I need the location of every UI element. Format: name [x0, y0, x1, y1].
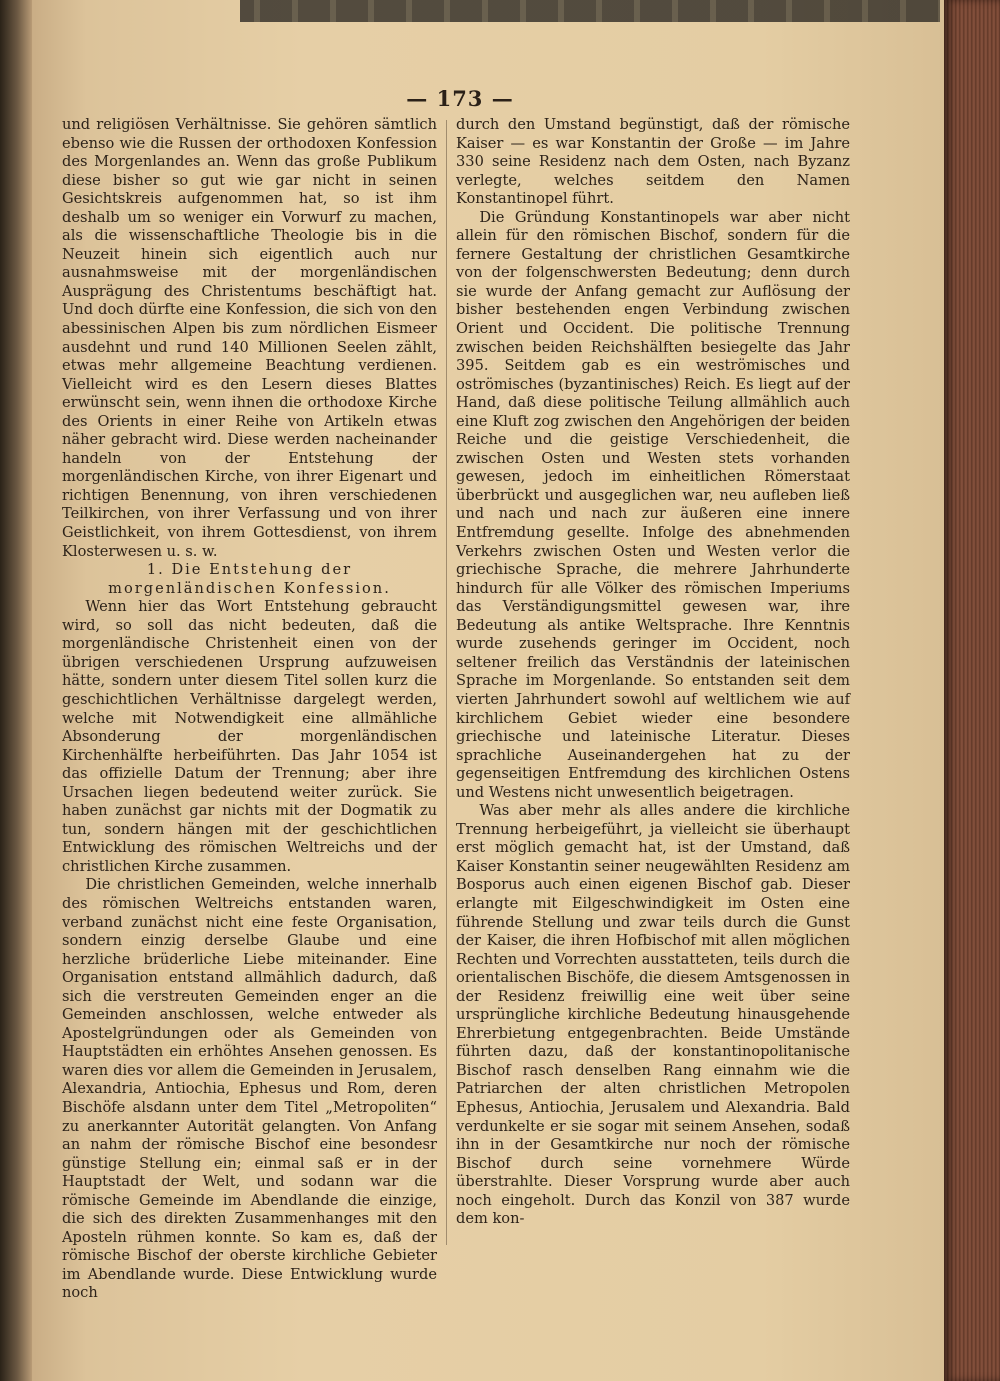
right-text-column	[456, 116, 850, 1229]
column-divider	[446, 120, 447, 1245]
book-fore-edge	[944, 0, 1000, 1381]
left-text-column	[62, 116, 437, 1303]
right-paragraph-2: Die Gründung Konstantinopels war aber nicht allein für den römischen Bischof, sondern für die fernere Gestaltung der christlichen Gesamtkirche von der folgenschwersten Bedeutung; denn durch sie wurde der Anfang gemacht zur Auflösung der bisher bestehenden engen Verbindung zwischen Orient und Occident. Die politische Trennung zwischen beiden Reichshälften besiegelte das Jahr 395. Seitdem gab es ein weströmisches und oströmisches (byzantinisches) Reich. Es liegt auf der Hand, daß diese politische Teilung allmählich auch eine Kluft zog zwischen den Angehörigen der beiden Reiche und die geistige Verschiedenheit, die zwischen Osten und Westen stets vorhanden gewesen, jedoch im einheitlichen Römerstaat überbrückt und ausgeglichen war, neu aufleben ließ und nach und nach zur äußeren eine innere Entfremdung gesellte. Infolge des abnehmenden Verkehrs zwischen Osten und Westen verlor die griechische Sprache, die mehrere Jahrhunderte hindurch für alle Völker des römischen Imperiums das Verständigungsmittel gewesen war, ihre Bedeutung als antike Weltsprache. Ihre Kenntnis wurde zusehends geringer im Occident, noch seltener freilich das Verständnis der lateinischen Sprache im Morgenlande. So entstanden seit dem vierten Jahrhundert sowohl auf weltlichem wie auf kirchlichem Gebiet wieder eine besondere griechische und lateinische Literatur. Dieses sprachliche Auseinandergehen hat zu der gegenseitigen Entfremdung des kirchlichen Ostens und Westens nicht unwesentlich beigetragen.	[456, 208, 850, 801]
left-paragraph-2: Wenn hier das Wort Entstehung gebraucht wird, so soll das nicht bedeuten, daß die morgenländische Christenheit einen von der übrigen verschiedenen Ursprung aufzuweisen hätte, sondern unter diesem Titel sollen kurz die geschichtlichen Verhältnisse dargelegt werden, welche mit Notwendigkeit eine allmähliche Absonderung der morgenländischen Kirchenhälfte herbeiführten. Das Jahr 1054 ist das offizielle Datum der Trennung; aber ihre Ursachen liegen bedeutend weiter zurück. Sie haben zunächst gar nichts mit der Dogmatik zu tun, sondern hängen mit der geschichtlichen Entwicklung des römischen Weltreichs und der christlichen Kirche zusammen.	[62, 598, 437, 875]
right-paragraph-3: Was aber mehr als alles andere die kirchliche Trennung herbeigeführt, ja vielleicht sie überhaupt erst möglich gemacht hat, ist der Umstand, daß Kaiser Konstantin seiner neugewählten Residenz am Bosporus auch einen eigenen Bischof gab. Dieser erlangte mit Eilgeschwindigkeit im Osten eine führende Stellung und zwar teils durch die Gunst der Kaiser, die ihren Hofbischof mit allen möglichen Rechten und Vorrechten ausstatteten, teils durch die orientalischen Bischöfe, die diesem Amtsgenossen in der Residenz freiwillig eine weit über seine ursprüngliche kirchliche Bedeutung hinausgehende Ehrerbietung entgegenbrachten. Beide Umstände führten dazu, daß der konstantinopolitanische Bischof rasch denselben Rang einnahm wie die Patriarchen der alten christlichen Metropolen Ephesus, Antiochia, Jerusalem und Alexandria. Bald verdunkelte er sie sogar mit seinem Ansehen, sodaß ihn in der Gesamtkirche nur noch der römische Bischof durch seine vornehmere Würde überstrahlte. Dieser Vorsprung wurde aber auch noch eingeholt. Durch das Konzil von 387 wurde dem kon-	[456, 802, 850, 1228]
section-heading: 1. Die Entstehung der morgenländischen Konfession.	[108, 561, 391, 597]
left-paragraph-3: Die christlichen Gemeinden, welche innerhalb des römischen Weltreichs entstanden waren, verband zunächst nicht eine feste Organisation, sondern einzig derselbe Glaube und eine herzliche brüderliche Liebe miteinander. Eine Organisation entstand allmählich dadurch, daß sich die verstreuten Gemeinden enger an die Gemeinden anschlossen, welche entweder als Apostelgründungen oder als Gemeinden von Hauptstädten ein erhöhtes Ansehen genossen. Es waren dies vor allem die Gemeinden in Jerusalem, Alexandria, Antiochia, Ephesus und Rom, deren Bischöfe alsdann unter dem Titel „Metropoliten“ zu anerkannter Autorität gelangten. Von Anfang an nahm der römische Bischof eine besondesr günstige Stellung ein; einmal saß er in der Hauptstadt der Welt, und sodann war die römische Gemeinde im Abendlande die einzige, die sich des direkten Zusammenhanges mit den Aposteln rühmen konnte. So kam es, daß der römische Bischof der oberste kirchliche Gebieter im Abendlande wurde. Diese Entwicklung wurde noch	[62, 876, 437, 1302]
scan-top-edge	[240, 0, 940, 22]
left-paragraph-1: und religiösen Verhältnisse. Sie gehören sämtlich ebenso wie die Russen der orthodoxen Konfession des Morgenlandes an. Wenn das große Publikum diese bisher so gut wie gar nicht in seinen Gesichtskreis aufgenommen hat, so ist ihm deshalb um so weniger ein Vorwurf zu machen, als die wissenschaftliche Theologie bis in die Neuzeit hinein sich eigentlich auch nur ausnahmsweise mit der morgenländischen Ausprägung des Christentums beschäftigt hat. Und doch dürfte eine Konfession, die sich von den abessinischen Alpen bis zum nördlichen Eismeer ausdehnt und rund 140 Millionen Seelen zählt, etwas mehr allgemeine Beachtung verdienen. Vielleicht wird es den Lesern dieses Blattes erwünscht sein, wenn ihnen die orthodoxe Kirche des Orients in einer Reihe von Artikeln etwas näher gebracht wird. Diese werden nacheinander handeln von der Entstehung der morgenländischen Kirche, von ihrer Eigenart und richtigen Benennung, von ihren verschiedenen Teilkirchen, von ihrer Verfassung und von ihrer Geistlichkeit, von ihrem Gottesdienst, von ihrem Klosterwesen u. s. w.	[62, 116, 437, 560]
right-paragraph-1: durch den Umstand begünstigt, daß der römische Kaiser — es war Konstantin der Große — im Jahre 330 seine Residenz nach dem Osten, nach Byzanz verlegte, welches seitdem den Namen Konstantinopel führt.	[456, 116, 850, 208]
page-number: — 173 —	[406, 86, 514, 111]
book-gutter	[0, 0, 32, 1381]
